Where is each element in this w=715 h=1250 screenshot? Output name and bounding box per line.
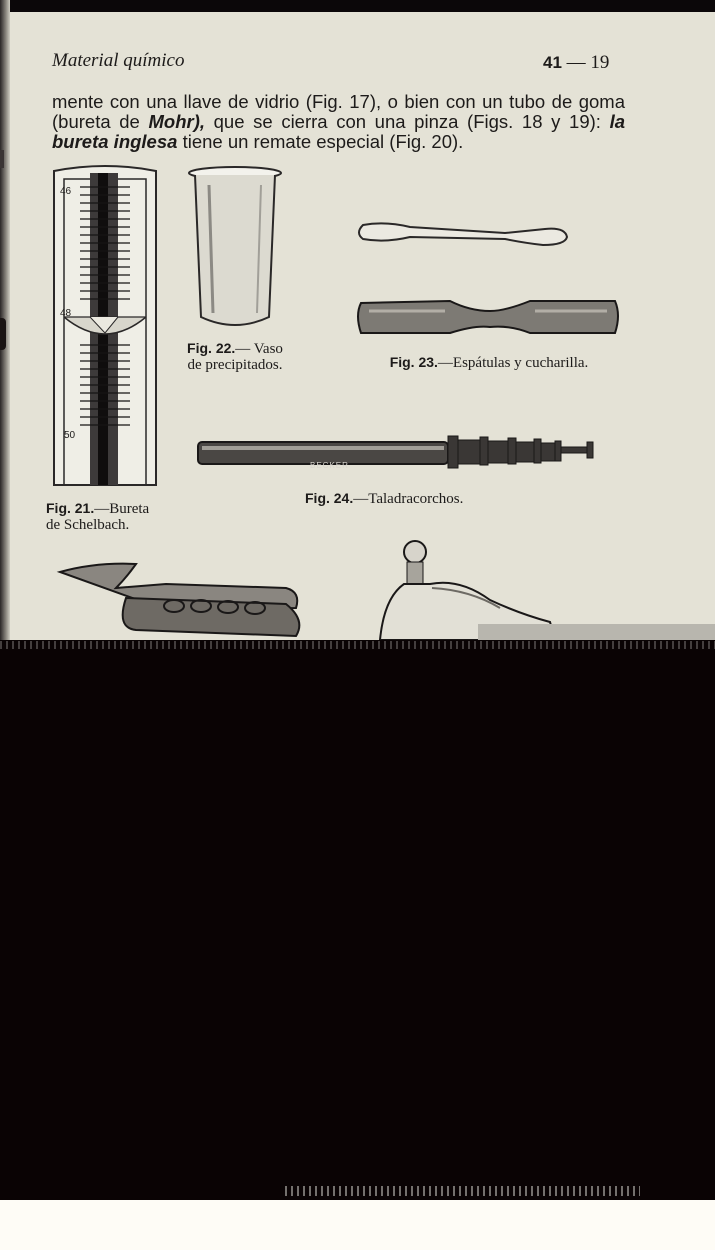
- cork-borer-illustration: [196, 432, 601, 472]
- body-emph-inglesa: la bureta inglesa: [52, 111, 625, 152]
- caption-fig-23-text: —Espátulas y cucharilla.: [437, 355, 589, 371]
- caption-fig-24-number: Fig. 24.: [305, 490, 354, 506]
- page-edge-mark: [0, 150, 4, 168]
- tick-48: 48: [60, 308, 72, 319]
- running-header-title: Material químico: [52, 50, 185, 71]
- body-paragraph: [52, 92, 625, 152]
- caption-fig-21-number: Fig. 21.: [46, 500, 95, 516]
- burette-illustration: [50, 165, 160, 495]
- caption-fig-22: [180, 340, 290, 373]
- body-emph-mohr: Mohr),: [148, 111, 205, 132]
- page-number-secondary: 19: [590, 52, 610, 73]
- caption-fig-21: [46, 500, 158, 533]
- page-number: [543, 52, 609, 74]
- page-number-separator: —: [561, 52, 591, 73]
- page-number-bold: 41: [543, 53, 562, 72]
- clamp-illustration: [56, 558, 326, 640]
- caption-fig-22-text: — Vaso de precipitados.: [187, 341, 283, 373]
- body-text-1: mente con una llave de vidrio (Fig. 17), o bien con un tubo de goma (bureta de: [52, 91, 625, 132]
- tick-50: 50: [64, 430, 76, 441]
- body-text-2: que se cierra con una pinza (Figs. 18 y 19):: [205, 111, 610, 132]
- caption-fig-22-number: Fig. 22.: [187, 340, 236, 356]
- body-text-3: tiene un remate especial (Fig. 20).: [177, 131, 464, 152]
- page-edge-tab: [0, 318, 6, 350]
- caption-fig-24: [305, 490, 505, 507]
- tick-46: 46: [60, 186, 72, 197]
- spatula-illustration: [355, 215, 620, 345]
- bottom-margin: [0, 1200, 715, 1250]
- beaker-illustration: [187, 165, 283, 335]
- top-border: [0, 0, 715, 12]
- caption-fig-23: [364, 354, 614, 371]
- caption-fig-23-number: Fig. 23.: [389, 354, 438, 370]
- caption-fig-21-text: —Bureta de Schelbach.: [46, 501, 150, 533]
- caption-fig-24-text: —Taladracorchos.: [353, 491, 464, 507]
- scan-dither-strip: [0, 641, 715, 649]
- scan-artifact: [478, 624, 715, 640]
- becker-label: BECKER: [310, 461, 349, 470]
- scan-dither-strip-bottom: [285, 1186, 640, 1196]
